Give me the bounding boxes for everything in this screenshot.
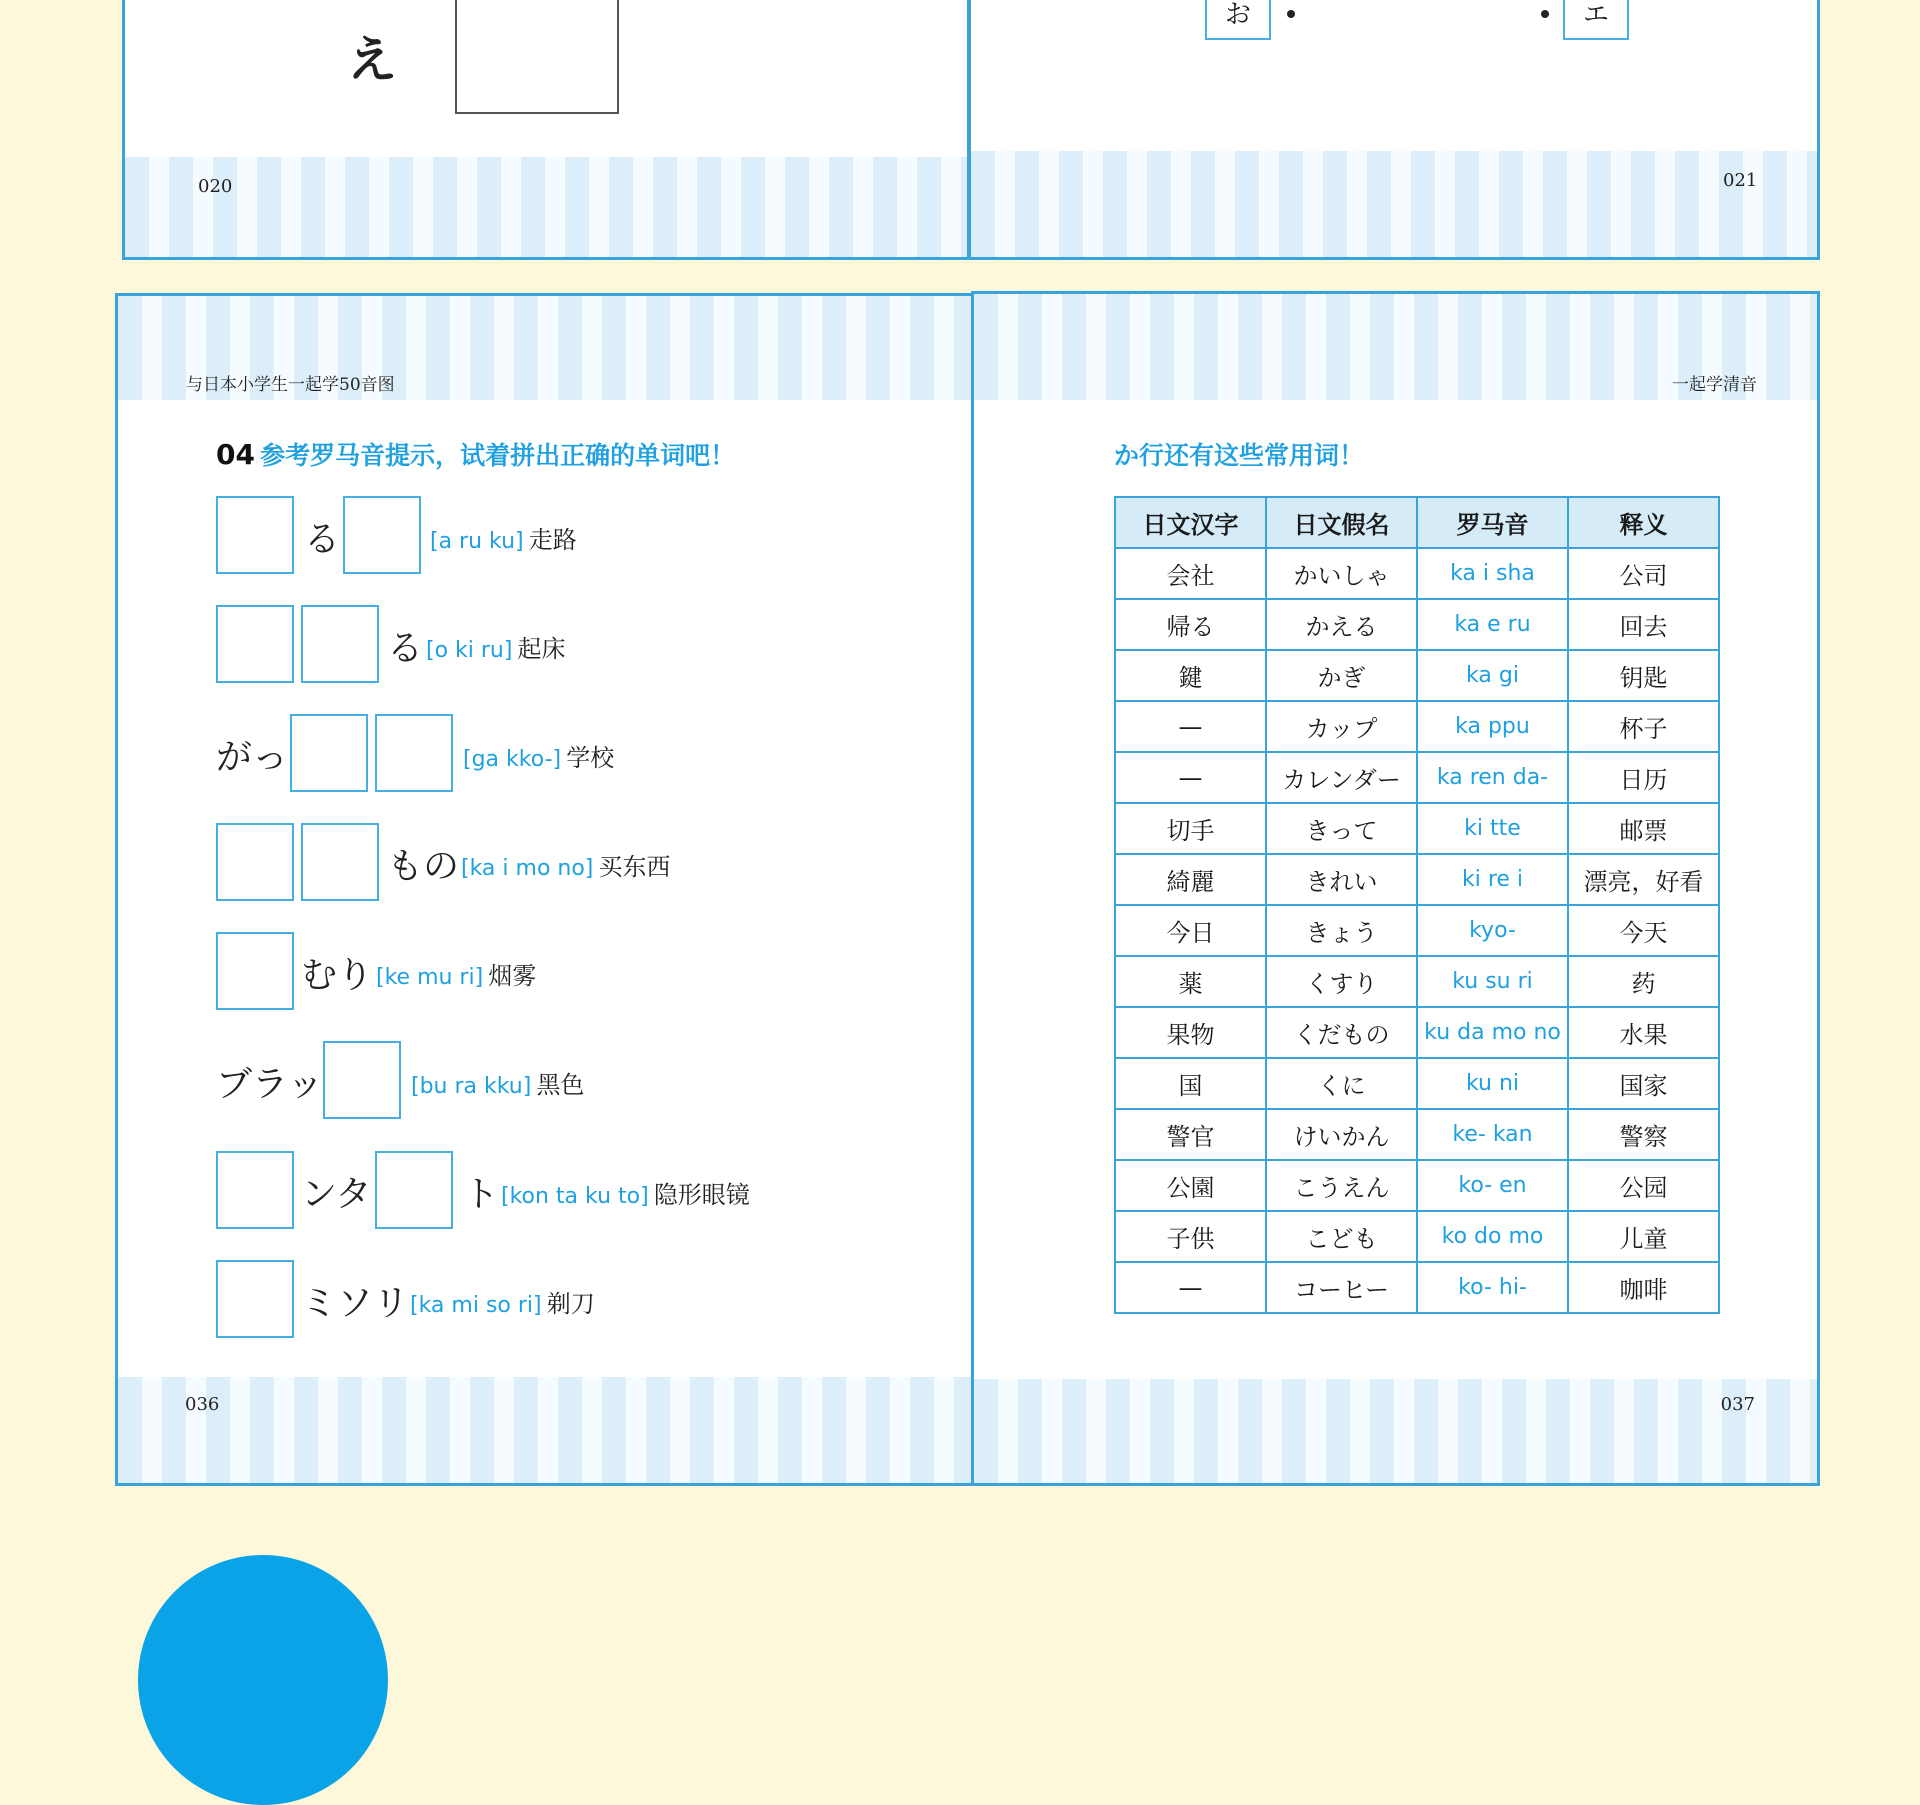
meaning: 隐形眼镜: [653, 1181, 750, 1209]
cell-meaning: 日历: [1568, 752, 1719, 803]
answer-box[interactable]: [375, 1151, 453, 1229]
kana-e: え: [347, 31, 397, 89]
hint: [426, 629, 566, 664]
page-number: 037: [1720, 1394, 1755, 1415]
table-row: [1115, 1160, 1719, 1211]
meaning: 烟雾: [488, 962, 537, 990]
cell-kana: かぎ: [1266, 650, 1417, 701]
cell-meaning: 公司: [1568, 548, 1719, 599]
romaji: [ke mu ri]: [376, 965, 484, 990]
romaji: [ga kko-]: [463, 747, 562, 772]
column-header: 释义: [1568, 497, 1719, 548]
table-row: [1115, 650, 1719, 701]
hint: [410, 1284, 595, 1319]
table-row: [1115, 701, 1719, 752]
romaji: [bu ra kku]: [411, 1074, 532, 1099]
page-037: [971, 291, 1820, 1486]
cell-romaji: kyo-: [1417, 905, 1568, 956]
page-036: [115, 293, 974, 1486]
exercise-title: 参考罗马音提示，试着拼出正确的单词吧！: [260, 441, 736, 470]
cell-romaji: ka i sha: [1417, 548, 1568, 599]
romaji: [ka i mo no]: [461, 856, 594, 881]
cell-kanji: 会社: [1115, 548, 1266, 599]
page-020: [122, 0, 970, 260]
cell-kana: きょう: [1266, 905, 1417, 956]
cell-meaning: 儿童: [1568, 1211, 1719, 1262]
match-box-e: エ: [1563, 0, 1629, 40]
cell-meaning: 回去: [1568, 599, 1719, 650]
table-row: [1115, 1007, 1719, 1058]
cell-meaning: 公园: [1568, 1160, 1719, 1211]
column-header: 罗马音: [1417, 497, 1568, 548]
hint: [430, 520, 577, 555]
table-row: [1115, 803, 1719, 854]
cell-meaning: 杯子: [1568, 701, 1719, 752]
answer-box[interactable]: [323, 1041, 401, 1119]
cell-meaning: 钥匙: [1568, 650, 1719, 701]
meaning: 剃刀: [546, 1290, 595, 1318]
kana-fragment: がっ: [216, 737, 289, 778]
running-head: 与日本小学生一起学50音图: [186, 375, 395, 395]
cell-romaji: ko- hi-: [1417, 1262, 1568, 1313]
cell-kanji: 切手: [1115, 803, 1266, 854]
cell-kanji: 帰る: [1115, 599, 1266, 650]
footer-stripe: [974, 1379, 1817, 1483]
romaji: [o ki ru]: [426, 638, 513, 663]
cell-meaning: 水果: [1568, 1007, 1719, 1058]
kana-fragment: ンタ: [301, 1174, 372, 1215]
cell-kana: けいかん: [1266, 1109, 1417, 1160]
table-row: [1115, 548, 1719, 599]
cell-kanji: 鍵: [1115, 650, 1266, 701]
cell-meaning: 警察: [1568, 1109, 1719, 1160]
table-row: [1115, 752, 1719, 803]
meaning: 黑色: [536, 1071, 585, 1099]
kana-fragment: ミソリ: [301, 1283, 410, 1324]
match-box-o: お: [1205, 0, 1271, 40]
meaning: 学校: [566, 744, 615, 772]
answer-box[interactable]: [301, 605, 379, 683]
cell-meaning: 国家: [1568, 1058, 1719, 1109]
cell-kana: カップ: [1266, 701, 1417, 752]
cell-meaning: 漂亮，好看: [1568, 854, 1719, 905]
cell-kanji: 綺麗: [1115, 854, 1266, 905]
kana-fragment: ト: [463, 1174, 500, 1215]
cell-romaji: ku da mo no: [1417, 1007, 1568, 1058]
match-dot[interactable]: [1287, 10, 1295, 18]
column-header: 日文汉字: [1115, 497, 1266, 548]
exercise-heading: [216, 436, 735, 472]
meaning: 起床: [517, 635, 566, 663]
romaji: [a ru ku]: [430, 529, 524, 554]
kana-fragment: ブラッ: [216, 1064, 324, 1105]
hint: [501, 1175, 750, 1210]
table-row: [1115, 1262, 1719, 1313]
table-body: [1115, 548, 1719, 1313]
kana-fragment: る: [387, 628, 424, 669]
cell-kana: コーヒー: [1266, 1262, 1417, 1313]
romaji: [ka mi so ri]: [410, 1293, 542, 1318]
kana-fragment: むり: [301, 955, 374, 996]
meaning: 走路: [528, 526, 577, 554]
answer-box[interactable]: [216, 1151, 294, 1229]
cell-meaning: 药: [1568, 956, 1719, 1007]
cell-kanji: 公園: [1115, 1160, 1266, 1211]
cell-kana: かいしゃ: [1266, 548, 1417, 599]
page-number: 021: [1723, 170, 1758, 191]
cell-meaning: 今天: [1568, 905, 1719, 956]
cell-kanji: 子供: [1115, 1211, 1266, 1262]
cell-kanji: —: [1115, 752, 1266, 803]
decorative-circle: [138, 1555, 388, 1805]
cell-kana: かえる: [1266, 599, 1417, 650]
cell-romaji: ke- kan: [1417, 1109, 1568, 1160]
table-row: [1115, 854, 1719, 905]
cell-kanji: 果物: [1115, 1007, 1266, 1058]
cell-kanji: 薬: [1115, 956, 1266, 1007]
cell-kana: こども: [1266, 1211, 1417, 1262]
section-title: か行还有这些常用词！: [1114, 441, 1365, 470]
cell-meaning: 邮票: [1568, 803, 1719, 854]
table-row: [1115, 1109, 1719, 1160]
page-021: [968, 0, 1820, 260]
hint: [411, 1065, 584, 1100]
answer-box[interactable]: [301, 823, 379, 901]
cell-kanji: —: [1115, 701, 1266, 752]
kana-fragment: る: [304, 519, 341, 560]
cell-meaning: 咖啡: [1568, 1262, 1719, 1313]
vocab-table: [1114, 496, 1720, 1314]
footer-stripe: [118, 1377, 971, 1483]
footer-stripe: [125, 157, 967, 257]
table-row: [1115, 1211, 1719, 1262]
answer-box[interactable]: [216, 1260, 294, 1338]
hint: [463, 738, 614, 773]
cell-romaji: ko- en: [1417, 1160, 1568, 1211]
footer-stripe: [971, 151, 1817, 257]
cell-romaji: ku su ri: [1417, 956, 1568, 1007]
answer-box[interactable]: [343, 496, 421, 574]
answer-box[interactable]: [216, 496, 294, 574]
cell-kana: くに: [1266, 1058, 1417, 1109]
table-row: [1115, 599, 1719, 650]
meaning: 买东西: [598, 853, 671, 881]
table-row: [1115, 905, 1719, 956]
cell-kana: きって: [1266, 803, 1417, 854]
cell-romaji: ki re i: [1417, 854, 1568, 905]
cell-kanji: 警官: [1115, 1109, 1266, 1160]
match-dot[interactable]: [1541, 10, 1549, 18]
exercise-number: 04: [216, 438, 255, 471]
cell-romaji: ka gi: [1417, 650, 1568, 701]
cell-romaji: ko do mo: [1417, 1211, 1568, 1262]
table-header-row: [1115, 497, 1719, 548]
page-number: 036: [185, 1394, 220, 1415]
cell-romaji: ku ni: [1417, 1058, 1568, 1109]
cell-kana: こうえん: [1266, 1160, 1417, 1211]
answer-box[interactable]: [375, 714, 453, 792]
cell-romaji: ka ppu: [1417, 701, 1568, 752]
cell-kana: カレンダー: [1266, 752, 1417, 803]
table-row: [1115, 1058, 1719, 1109]
cell-kana: きれい: [1266, 854, 1417, 905]
cell-kana: くだもの: [1266, 1007, 1417, 1058]
kana-fragment: もの: [387, 846, 460, 887]
hint: [461, 847, 670, 882]
cell-romaji: ka e ru: [1417, 599, 1568, 650]
cell-romaji: ki tte: [1417, 803, 1568, 854]
running-head: 一起学清音: [1672, 375, 1757, 395]
cell-kanji: —: [1115, 1262, 1266, 1313]
romaji: [kon ta ku to]: [501, 1184, 649, 1209]
column-header: 日文假名: [1266, 497, 1417, 548]
answer-box[interactable]: [216, 823, 294, 901]
answer-box[interactable]: [290, 714, 368, 792]
writing-box[interactable]: [455, 0, 619, 114]
cell-romaji: ka ren da-: [1417, 752, 1568, 803]
answer-box[interactable]: [216, 932, 294, 1010]
cell-kanji: 国: [1115, 1058, 1266, 1109]
answer-box[interactable]: [216, 605, 294, 683]
hint: [376, 956, 536, 991]
page-number: 020: [198, 176, 233, 197]
table-row: [1115, 956, 1719, 1007]
cell-kana: くすり: [1266, 956, 1417, 1007]
cell-kanji: 今日: [1115, 905, 1266, 956]
